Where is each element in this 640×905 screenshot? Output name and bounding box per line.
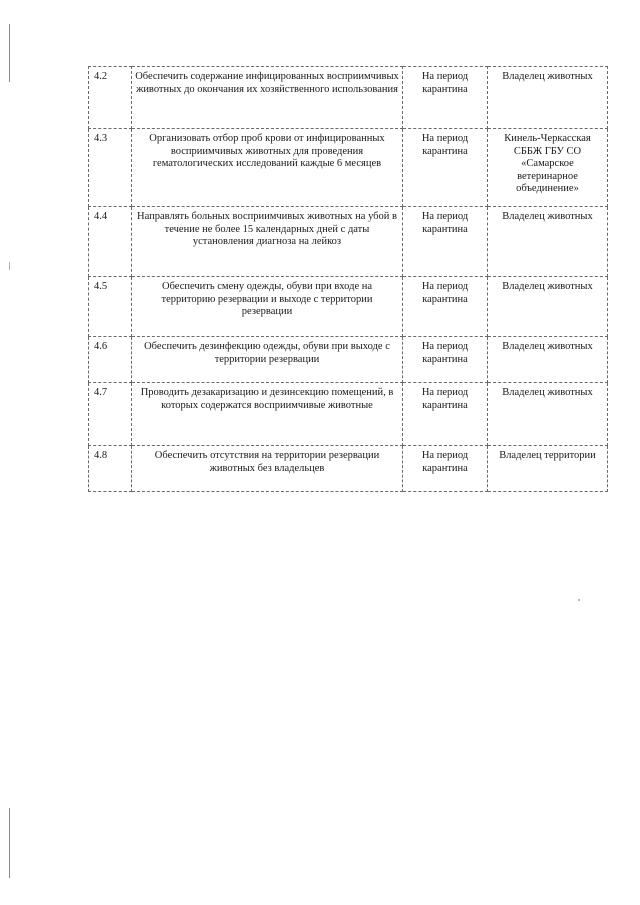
measures-table (88, 66, 608, 492)
row-term: На период карантина (403, 129, 488, 207)
row-term: На период карантина (403, 383, 488, 446)
scan-edge-mark-top (9, 24, 10, 82)
row-action: Обеспечить дезинфекцию одежды, обуви при выходе с территории резервации (132, 337, 403, 383)
row-term: На период карантина (403, 446, 488, 492)
row-action: Направлять больных восприимчивых животных на убой в течение не более 15 календарных дней с даты установления диагноза на лейкоз (132, 207, 403, 277)
row-action: Обеспечить отсутствия на территории резервации животных без владельцев (132, 446, 403, 492)
row-responsible: Владелец животных (488, 67, 608, 129)
row-term: На период карантина (403, 337, 488, 383)
row-term: На период карантина (403, 67, 488, 129)
table-row (89, 446, 608, 492)
row-responsible: Владелец животных (488, 277, 608, 337)
row-term: На период карантина (403, 277, 488, 337)
row-action: Обеспечить содержание инфицированных восприимчивых животных до окончания их хозяйственного использования (132, 67, 403, 129)
row-responsible: Кинель-Черкасская СББЖ ГБУ СО «Самарское ветеринарное объединение» (488, 129, 608, 207)
row-number: 4.3 (89, 129, 132, 207)
row-number: 4.2 (89, 67, 132, 129)
scan-speck (578, 599, 580, 601)
table-row (89, 67, 608, 129)
row-responsible: Владелец животных (488, 383, 608, 446)
row-number: 4.5 (89, 277, 132, 337)
row-responsible: Владелец животных (488, 337, 608, 383)
table-row (89, 277, 608, 337)
row-action: Проводить дезакаризацию и дезинсекцию помещений, в которых содержатся восприимчивые животные (132, 383, 403, 446)
table-row (89, 207, 608, 277)
row-number: 4.6 (89, 337, 132, 383)
row-action: Организовать отбор проб крови от инфицированных восприимчивых животных для проведения гематологических исследований каждые 6 месяцев (132, 129, 403, 207)
table-row (89, 129, 608, 207)
row-number: 4.7 (89, 383, 132, 446)
row-responsible: Владелец территории (488, 446, 608, 492)
row-action: Обеспечить смену одежды, обуви при входе на территорию резервации и выходе с территории резервации (132, 277, 403, 337)
scan-edge-mark-bottom (9, 808, 10, 878)
table-row (89, 383, 608, 446)
row-term: На период карантина (403, 207, 488, 277)
row-number: 4.8 (89, 446, 132, 492)
table-row (89, 337, 608, 383)
scan-edge-mark-middle (9, 262, 10, 270)
row-responsible: Владелец животных (488, 207, 608, 277)
row-number: 4.4 (89, 207, 132, 277)
